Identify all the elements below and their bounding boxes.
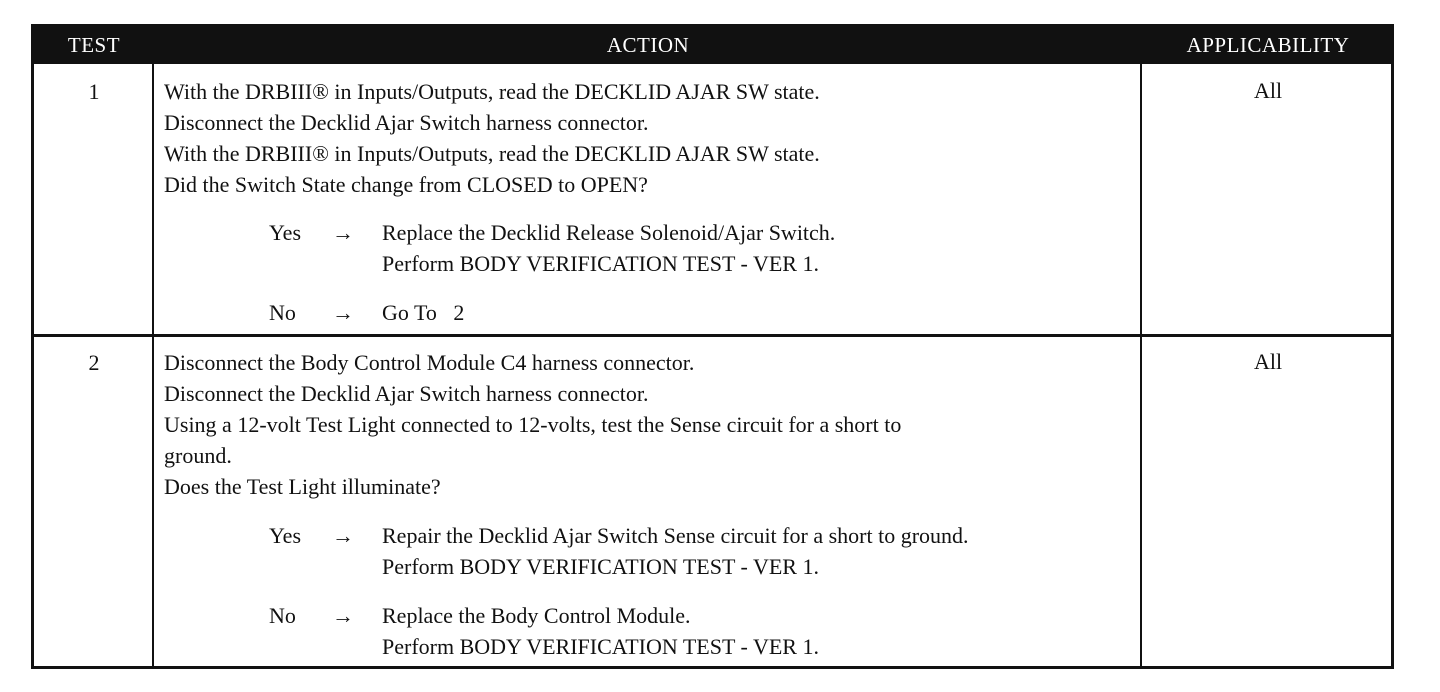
yes-result [382, 520, 969, 582]
no-result-line: Perform BODY VERIFICATION TEST - VER 1. [382, 634, 819, 659]
yes-answer [164, 217, 1144, 279]
table-row [34, 337, 1391, 669]
action-line: Disconnect the Body Control Module C4 harness connector. [164, 350, 695, 375]
no-answer [164, 297, 1144, 328]
action-line: Disconnect the Decklid Ajar Switch harness connector. [164, 381, 649, 406]
no-result-line: Replace the Body Control Module. [382, 603, 691, 628]
yes-answer [164, 520, 1144, 582]
right-arrow-icon: → [332, 300, 354, 325]
no-label: No [269, 300, 296, 325]
yes-result-line: Repair the Decklid Ajar Switch Sense circuit for a short to ground. [382, 523, 969, 548]
header-applicability: APPLICABILITY [1186, 33, 1350, 57]
action-line: With the DRBIII® in Inputs/Outputs, read the DECKLID AJAR SW state. [164, 79, 820, 104]
right-arrow-icon: → [332, 220, 354, 245]
right-arrow-icon: → [332, 523, 354, 548]
no-result-line: Go To 2 [382, 300, 465, 325]
header-test: TEST [67, 33, 121, 57]
action-line: Did the Switch State change from CLOSED to OPEN? [164, 172, 648, 197]
table-row [34, 64, 1391, 334]
header-action: ACTION [606, 33, 690, 57]
applicability-value: All [1253, 349, 1283, 374]
no-label: No [269, 603, 296, 628]
action-line: Does the Test Light illuminate? [164, 474, 441, 499]
action-line: Using a 12-volt Test Light connected to 12-volts, test the Sense circuit for a short to [164, 412, 902, 437]
yes-result-line: Perform BODY VERIFICATION TEST - VER 1. [382, 554, 819, 579]
test-number: 2 [88, 350, 100, 375]
action-cell [164, 76, 1144, 328]
no-result [382, 297, 464, 328]
action-line: With the DRBIII® in Inputs/Outputs, read the DECKLID AJAR SW state. [164, 141, 820, 166]
no-result [382, 600, 819, 662]
test-number: 1 [88, 79, 100, 104]
no-answer [164, 600, 1144, 662]
action-cell [164, 347, 1144, 662]
yes-result-line: Perform BODY VERIFICATION TEST - VER 1. [382, 251, 819, 276]
yes-result-line: Replace the Decklid Release Solenoid/Ajar Switch. [382, 220, 836, 245]
diagnostic-test-table [31, 24, 1394, 669]
table-header [34, 27, 1391, 64]
yes-label: Yes [269, 220, 302, 245]
action-line: Disconnect the Decklid Ajar Switch harness connector. [164, 110, 649, 135]
yes-label: Yes [269, 523, 302, 548]
right-arrow-icon: → [332, 603, 354, 628]
yes-result [382, 217, 835, 279]
applicability-value: All [1253, 78, 1283, 103]
action-line: ground. [164, 443, 232, 468]
